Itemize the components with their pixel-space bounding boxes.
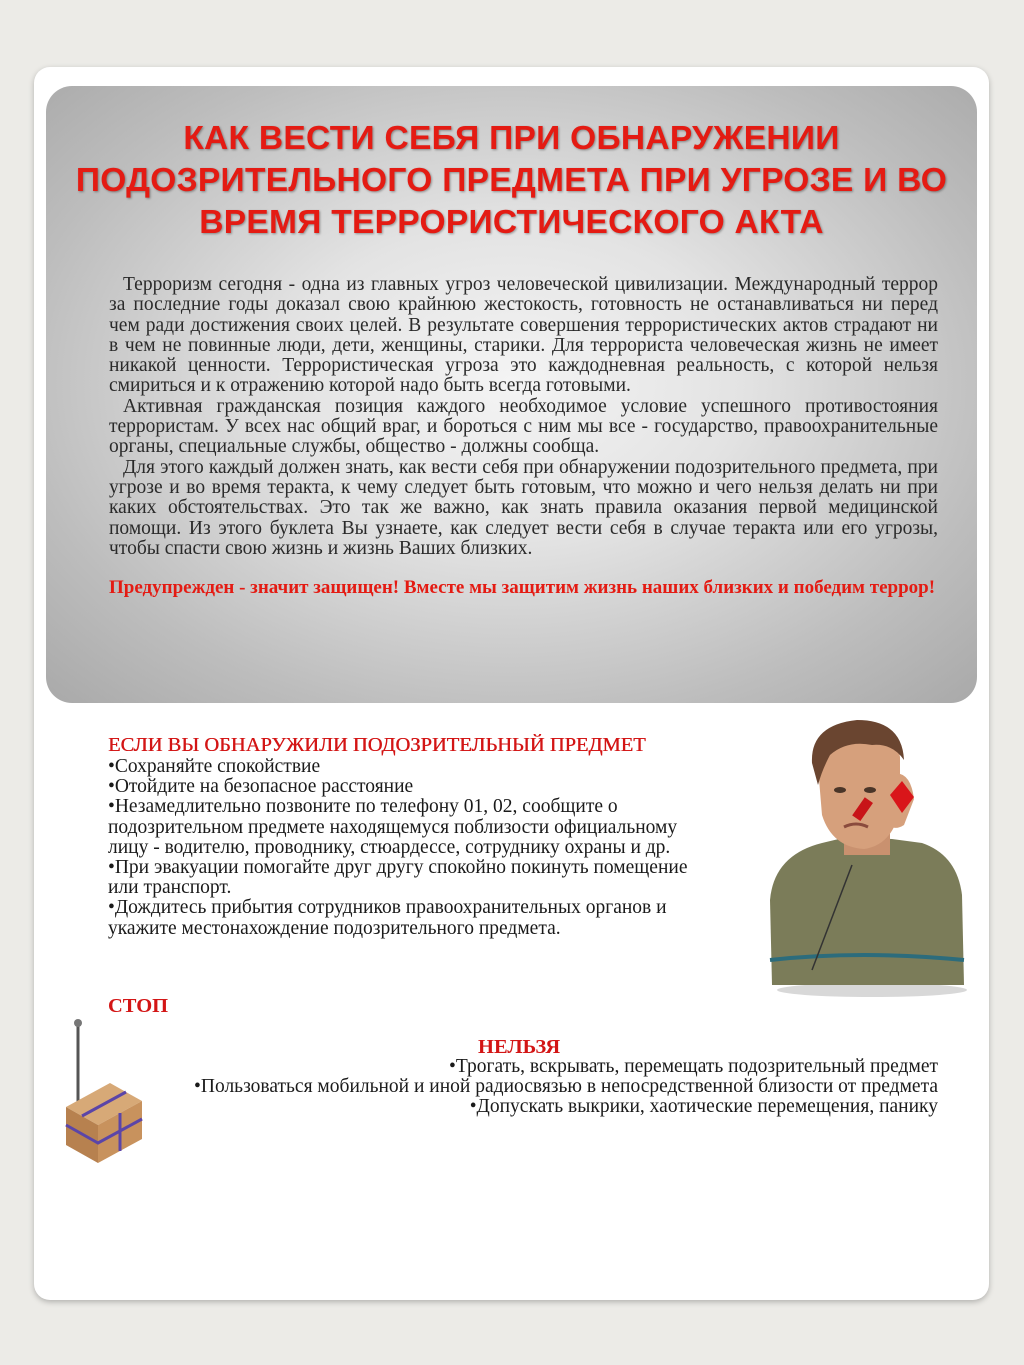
intro-text [109, 275, 938, 599]
list-item: • При эвакуации помогайте друг другу спокойно покинуть помещение или транспорт. [108, 858, 718, 898]
forbid-heading: НЕЛЬЗЯ [478, 1036, 561, 1058]
sweater [770, 837, 964, 985]
list-item: • Отойдите на безопасное расстояние [108, 777, 718, 797]
shadow [777, 983, 967, 997]
list-item: • Допускать выкрики, хаотические перемещения, панику [160, 1097, 938, 1117]
intro-paragraph: Терроризм сегодня - одна из главных угроз человеческой цивилизации. Международный террор за последние годы доказал свою крайнюю жестокость, готовность не останавливаться ни перед чем ради достижения своих целей. В результате совершения террористических актов страдают ни в чем не повинные люди, дети, женщины, старики. Для террориста человеческая жизнь не имеет никакой ценности. Террористическая угроза это каждодневная реальность, с которой нельзя смириться и к отражению которой надо быть всегда готовыми. [109, 274, 938, 397]
forbid-list [160, 1057, 938, 1118]
stop-heading: СТОП [108, 995, 169, 1017]
page-title: КАК ВЕСТИ СЕБЯ ПРИ ОБНАРУЖЕНИИ ПОДОЗРИТЕЛЬНОГО ПРЕДМЕТА ПРИ УГРОЗЕ И ВО ВРЕМЯ ТЕРРОРИСТИЧЕСКОГО АКТА [75, 120, 948, 241]
motto: Предупрежден - значит защищен! Вместе мы защитим жизнь наших близких и победим террор! [109, 577, 936, 599]
intro-paragraph: Для этого каждый должен знать, как вести себя при обнаружении подозрительного предмета, при угрозе и во время теракта, к чему следует быть готовым, что можно и чего нельзя делать ни при каких обстоятельствах. Это так же важно, как знать правила оказания первой медицинской помощи. Из этого буклета Вы узнаете, как следует вести себя в случае теракта или его угрозы, чтобы спасти свою жизнь и жизнь Ваших близких. [109, 456, 938, 559]
eye-icon [834, 787, 846, 793]
list-item: • Дождитесь прибытия сотрудников правоохранительных органов и укажите местонахождение подозрительного предмета. [108, 898, 718, 938]
found-section-title: ЕСЛИ ВЫ ОБНАРУЖИЛИ ПОДОЗРИТЕЛЬНЫЙ ПРЕДМЕТ [108, 734, 646, 756]
list-item: • Пользоваться мобильной и иной радиосвязью в непосредственной близости от предмета [160, 1077, 938, 1097]
eye-icon [864, 787, 876, 793]
list-item: • Незамедлительно позвоните по телефону 01, 02, сообщите о подозрительном предмете находящемуся поблизости официальному лицу - водителю, проводнику, стюардессе, сотруднику охраны и др. [108, 797, 718, 858]
list-item: • Сохраняйте спокойствие [108, 757, 718, 777]
intro-paragraph: Активная гражданская позиция каждого необходимое условие успешного противостояния террористам. У всех нас общий враг, и бороться с ним мы все - государство, правоохранительные органы, специальные службы, общество - должны сообща. [109, 395, 938, 458]
list-item: • Трогать, вскрывать, перемещать подозрительный предмет [160, 1057, 938, 1077]
man-on-phone-illustration [752, 715, 972, 1000]
found-instructions-list [108, 757, 718, 939]
suspicious-package-illustration [38, 1015, 160, 1170]
antenna-tip [74, 1019, 82, 1027]
